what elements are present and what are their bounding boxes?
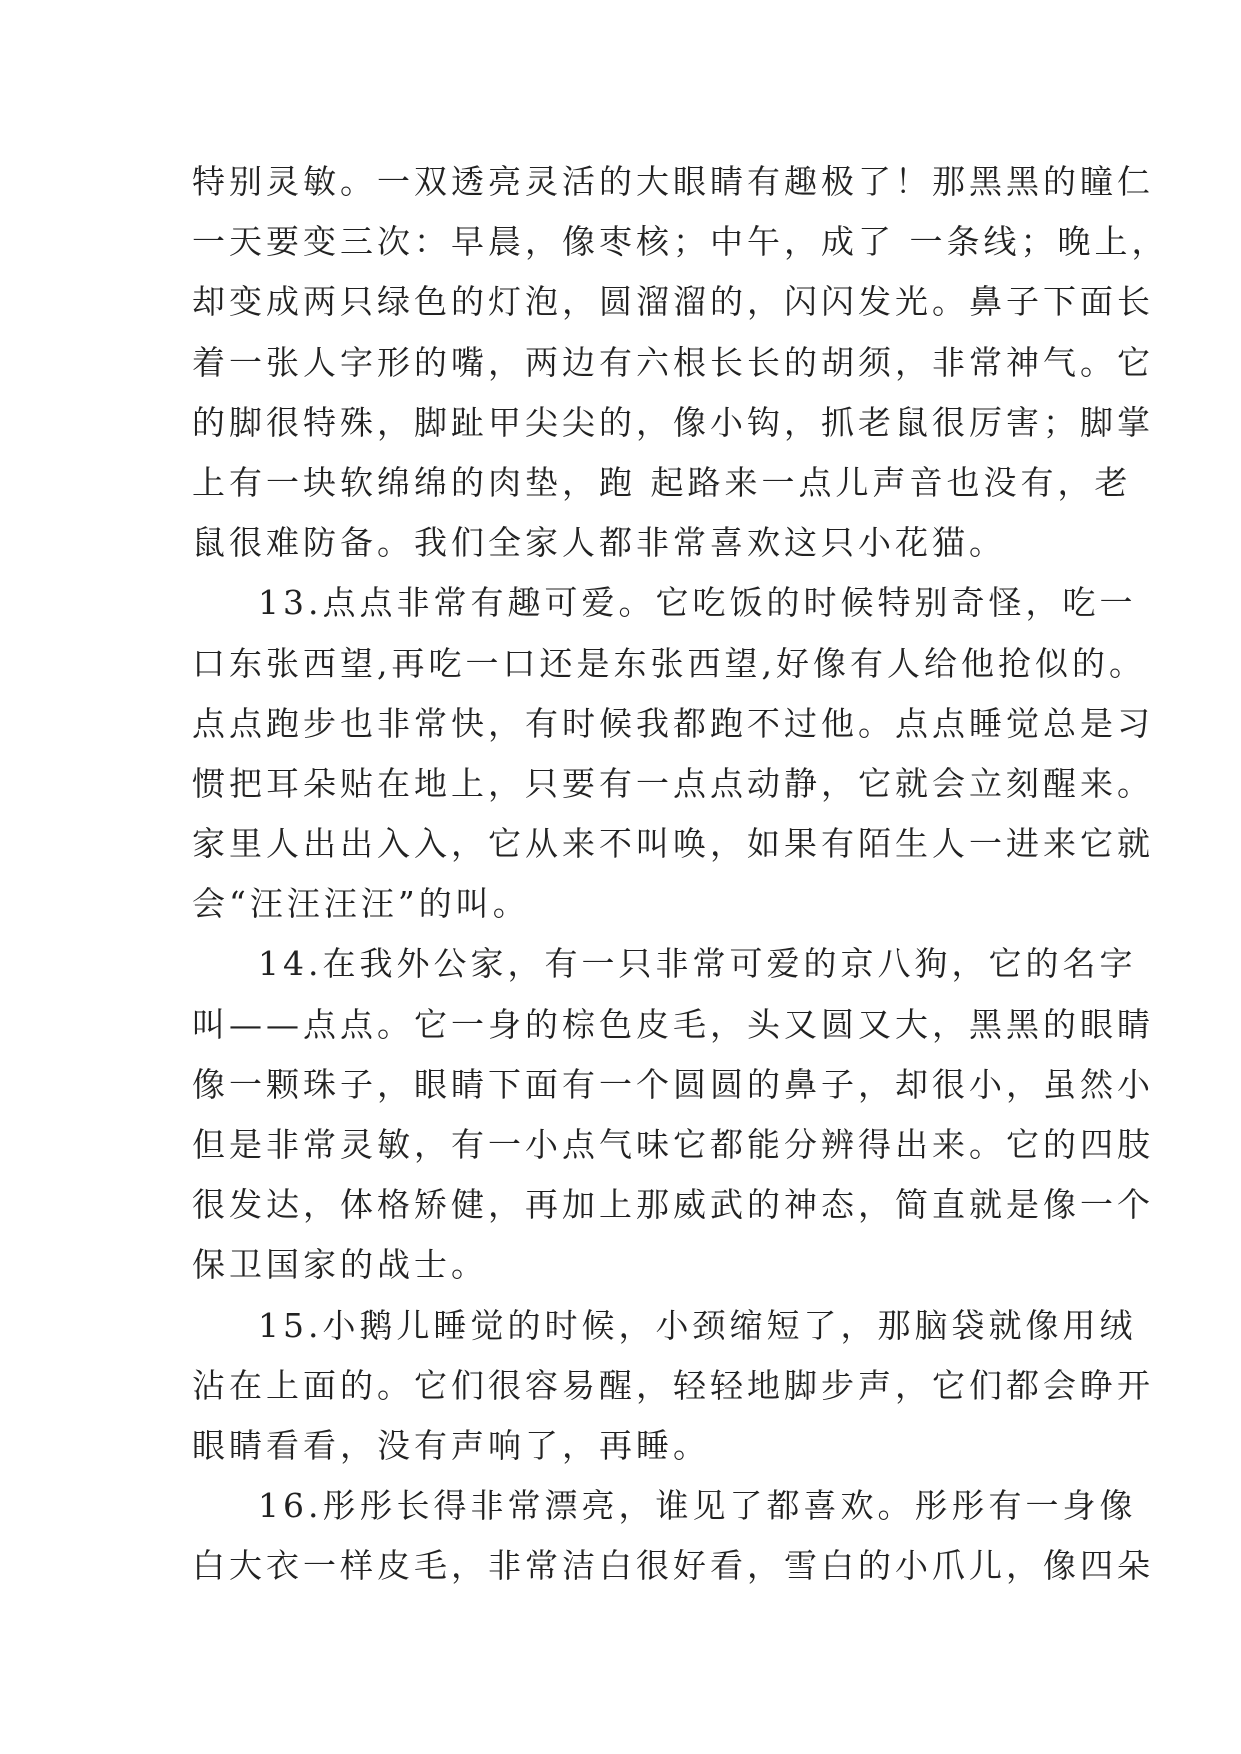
- text-line: 上有一块软绵绵的肉垫，跑 起路来一点儿声音也没有，老: [192, 462, 1132, 502]
- paragraph-start-line: 14.在我外公家，有一只非常可爱的京八狗，它的名字: [258, 944, 1137, 984]
- text-line: 会“汪汪汪汪”的叫。: [192, 884, 530, 924]
- text-line: 保卫国家的战士。: [192, 1245, 488, 1285]
- text-line: 惯把耳朵贴在地上，只要有一点点动静，它就会立刻醒来。: [192, 763, 1154, 803]
- text-line: 白大衣一样皮毛，非常洁白很好看，雪白的小爪儿，像四朵: [192, 1546, 1154, 1586]
- text-line: 着一张人字形的嘴，两边有六根长长的胡须，非常神气。它: [192, 342, 1154, 382]
- text-line: 但是非常灵敏，有一小点气味它都能分辨得出来。它的四肢: [192, 1125, 1154, 1164]
- text-line: 很发达，体格矫健，再加上那威武的神态，简直就是像一个: [192, 1185, 1154, 1225]
- paragraph-start-line: 16.彤彤长得非常漂亮，谁见了都喜欢。彤彤有一身像: [258, 1486, 1137, 1526]
- text-line: 特别灵敏。一双透亮灵活的大眼睛有趣极了！那黑黑的瞳仁: [192, 162, 1154, 201]
- text-line: 家里人出出入入，它从来不叫唤，如果有陌生人一进来它就: [192, 824, 1154, 864]
- text-line: 叫——点点。它一身的棕色皮毛，头又圆又大，黑黑的眼睛: [192, 1004, 1154, 1044]
- text-line: 的脚很特殊，脚趾甲尖尖的，像小钩，抓老鼠很厉害；脚掌: [192, 402, 1154, 442]
- paragraph-start-line: 15.小鹅儿睡觉的时候，小颈缩短了，那脑袋就像用绒: [258, 1305, 1137, 1345]
- text-line: 却变成两只绿色的灯泡，圆溜溜的，闪闪发光。鼻子下面长: [192, 282, 1154, 322]
- document-body: [192, 152, 1169, 1597]
- text-line: 鼠很难防备。我们全家人都非常喜欢这只小花猫。: [192, 523, 1006, 563]
- text-line: 像一颗珠子，眼睛下面有一个圆圆的鼻子，却很小，虽然小: [192, 1064, 1154, 1104]
- text-line: 点点跑步也非常快，有时候我都跑不过他。点点睡觉总是习: [192, 703, 1154, 743]
- text-line: 沾在上面的。它们很容易醒，轻轻地脚步声，它们都会睁开: [192, 1365, 1154, 1405]
- paragraph-start-line: 13.点点非常有趣可爱。它吃饭的时候特别奇怪，吃一: [258, 583, 1137, 623]
- text-line: 眼睛看看，没有声响了，再睡。: [192, 1425, 710, 1465]
- text-line: 一天要变三次：早晨，像枣核；中午，成了 一条线；晚上，: [192, 222, 1169, 262]
- text-line: 口东张西望,再吃一口还是东张西望,好像有人给他抢似的。: [192, 643, 1146, 683]
